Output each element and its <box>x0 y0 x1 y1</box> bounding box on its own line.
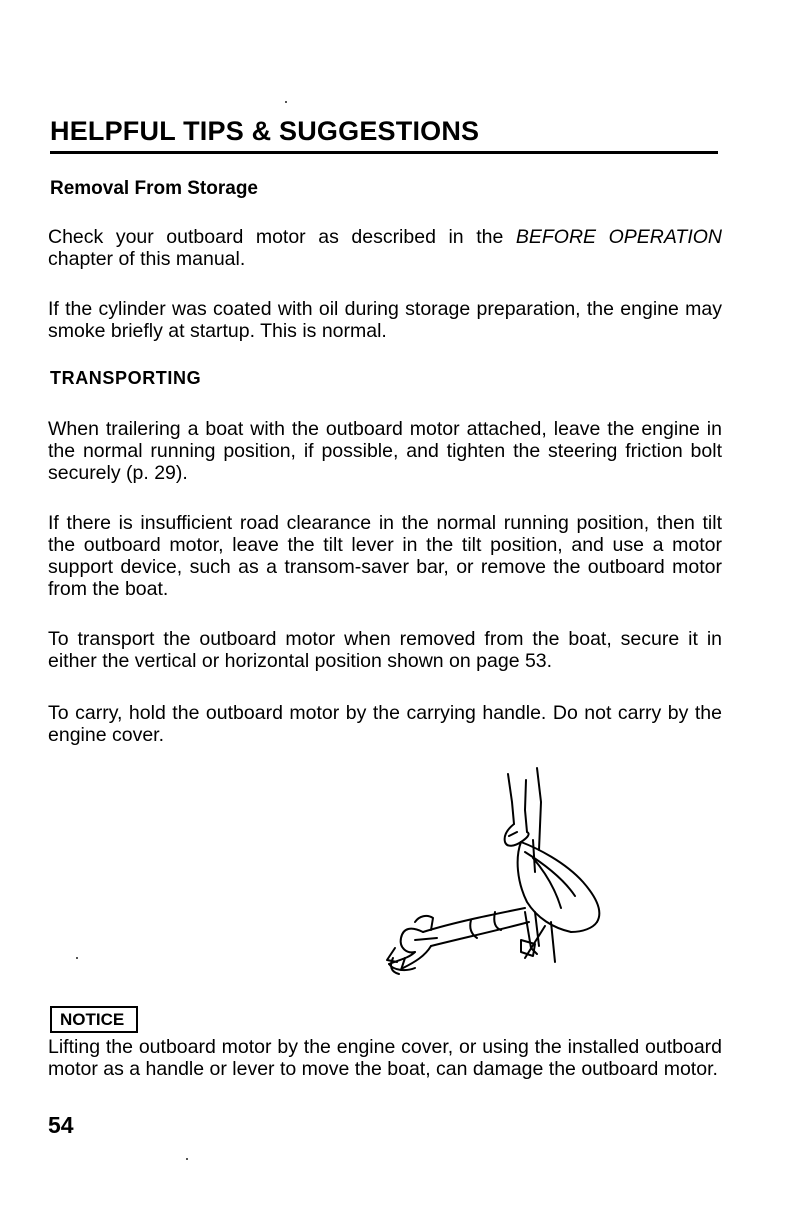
page-number: 54 <box>48 1112 74 1138</box>
paragraph-cylinder-oil: If the cylinder was coated with oil during storage preparation, the engine may smoke briefly at startup. This is normal. <box>48 298 722 342</box>
paragraph-road-clearance: If there is insufficient road clearance in the normal running position, then tilt the outboard motor, leave the tilt lever in the tilt position, and use a motor support device, such as a transom-saver bar, or remove the outboard motor from the boat. <box>48 512 722 600</box>
section-heading-transporting: TRANSPORTING <box>50 368 202 388</box>
scan-speck <box>186 1158 188 1160</box>
scan-speck <box>76 957 78 959</box>
paragraph-transport-removed: To transport the outboard motor when removed from the boat, secure it in either the vertical or horizontal position shown on page 53. <box>48 628 722 672</box>
paragraph-carry-handle: To carry, hold the outboard motor by the carrying handle. Do not carry by the engine cover. <box>48 702 722 746</box>
paragraph-text: chapter of this manual. <box>48 248 246 270</box>
chapter-reference: BEFORE OPERATION <box>515 226 723 248</box>
person-carrying-outboard-motor-icon <box>375 762 620 980</box>
paragraph-text: Check your outboard motor as described in the <box>48 226 516 248</box>
page-title: HELPFUL TIPS & SUGGESTIONS <box>50 116 718 154</box>
paragraph-trailering: When trailering a boat with the outboard motor attached, leave the engine in the normal running position, if possible, and tighten the steering friction bolt securely (p. 29). <box>48 418 722 484</box>
section-heading-removal-from-storage: Removal From Storage <box>50 178 258 199</box>
notice-text: Lifting the outboard motor by the engine cover, or using the installed outboard motor as a handle or lever to move the boat, can damage the outboard motor. <box>48 1036 722 1080</box>
paragraph-check-outboard <box>48 226 722 270</box>
scan-speck <box>285 101 287 103</box>
notice-label: NOTICE <box>50 1006 138 1033</box>
